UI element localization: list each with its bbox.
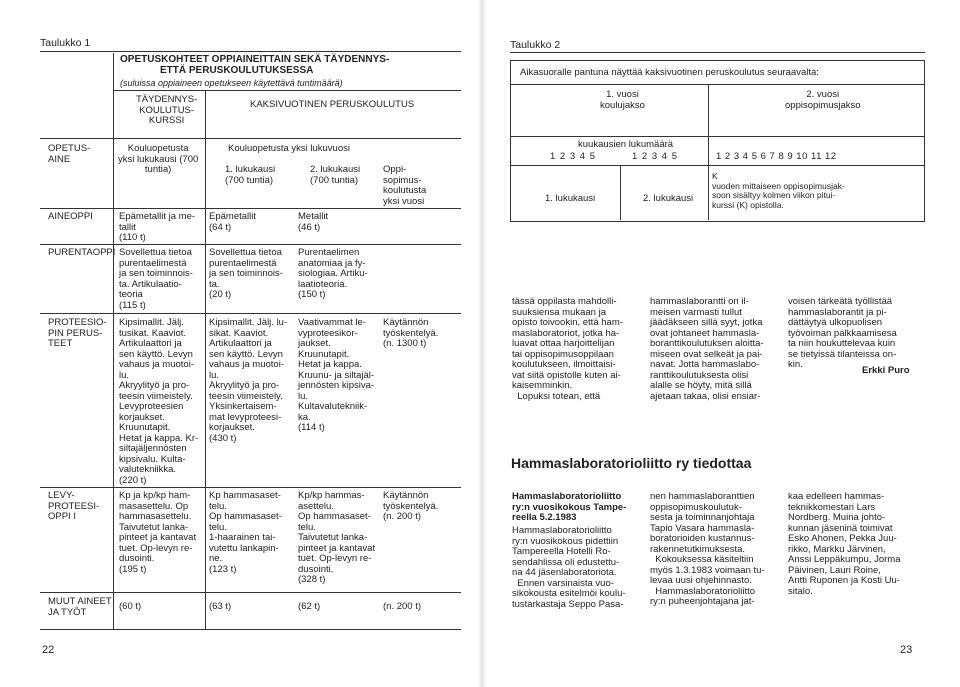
body-column-2: hammaslaborantti on il- meisen varmasti tullut jäädäkseen sillä syyt, jotka ovat johtaneet hammasla- boranttikoulutuksen aloitta- miseen ovat selkeät ja pai- navat. Jotta hammaslabo- ranttikoulutuksesta olisi alalle se höyty, mitä sillä ajetaan takaa, olisi ensiar- [650, 296, 764, 402]
table-label-2: Taulukko 2 [510, 39, 561, 51]
cell-aineoppi-2: Epämetallit (64 t) [209, 211, 256, 233]
cell-levyproteesioppi-4: Käytännön työskentelyä. (n. 200 t) [383, 490, 439, 522]
table-subtitle: (suluissa oppiaineen opetukseen käytettävä tuntimäärä) [120, 78, 343, 88]
semester-2: 2. lukukausi [643, 193, 694, 204]
news-column-2: nen hammaslaboranttien oppisopimuskoulutuk- sesta ja toiminnanjohtaja Tapio Vasara hammasla- boratorioiden kustannus- rakennetutkimuksesta. Kokouksessa käsiteltiin myös 1.3.1983 voimaan tu- levaa uusi ohjehinnasto. Hammaslaboratorioliitto ry:n puheenjohtajana jat- [650, 491, 765, 607]
cell-oppisopimus: Oppi- sopimus- koulutusta yksi vuosi [383, 164, 427, 207]
row-label-muut: MUUT AINEET JA TYÖT [48, 596, 112, 618]
year-1-label: 1. vuosi koulujakso [600, 89, 645, 111]
row-label-levyproteesioppi: LEVY- PROTEESI- OPPI I [48, 490, 100, 522]
months-label: kuukausien lukumäärä [578, 139, 674, 150]
cell-muut-3: (62 t) [298, 601, 321, 612]
table-label: Taulukko 1 [40, 37, 91, 49]
page-number-right: 23 [900, 644, 913, 656]
row-label-proteesiopin: PROTEESIO- PIN PERUS- TEET [48, 317, 107, 349]
cell-purentaoppi-2: Sovellettua tietoa purentaelimestä ja sen toiminnois- ta. (20 t) [209, 247, 283, 300]
cell-kouluopetusta: Kouluopetusta yksi lukukausi (700 tuntia) [118, 143, 199, 175]
cell-proteesiopin-4: Käytännön työskentelyä. (n. 1300 t) [383, 317, 439, 349]
news-column-3: kaa edelleen hammas- teknikkomestari Lars Nordberg. Muina johto- kunnan jäseninä toimivat Esko Ahonen, Pekka Juu- rikko, Markku Järvinen, Anssi Leppäkumpu, Jorma Päivinen, Lauri Roine, Antti Ruponen ja Kosti Uu- sitalo. [788, 491, 901, 597]
table-2-caption: Aikasuoralle pantuna näyttää kaksivuotinen peruskoulutus seuraavalta: [520, 67, 819, 78]
cell-muut-2: (63 t) [209, 601, 232, 612]
header-taydennys: TÄYDENNYS- KOULUTUS- KURSSI [136, 94, 198, 126]
cell-proteesiopin-3: Vaativammat le- vyproteesikor- jaukset. Kruunutapit. Hetat ja kappa. Kruunu- ja siltajäl- jennösten kipsiva- lu. Kultavalutekniik- ka. (114 t) [298, 317, 375, 433]
signature: Erkki Puro [862, 365, 910, 376]
cell-levyproteesioppi-3: Kp/kp hammas- asettelu. Op hammasaset- telu. Taivutetut lanka- pinteet ja kantavat tuet. Op-levyn re- dusointi. (328 t) [298, 490, 376, 585]
news-column-1: Hammaslaboratorioliitto ry:n vuosikokous pidettiin Tampereella Hotelli Ro- sendahlissa oli edustettu- na 44 jäsenlaboratoriota. Ennen varsinaista vuo- sikokousta esitelmöi koulu- tustarkastaja Seppo Pasa- [512, 525, 626, 610]
section-heading: Hammaslaboratorioliitto ry tiedottaa [511, 455, 752, 471]
body-column-1: tässä oppilasta mahdolli- suuksiensa mukaan ja opisto toivookin, että ham- maslaboratoriot, jotka ha- luavat ottaa harjoittelijan tai oppisopimusoppilaan koulutukseen, ilmoittaisi- vat siitä opistolle kuten ai- kaisemminkin. Lopuksi totean, että [512, 296, 623, 402]
cell-lukukausi-1: 1. lukukausi (700 tuntia) [225, 164, 276, 186]
news-title: Hammaslaboratorioliitto ry:n vuosikokous Tampe- reella 5.2.1983 [512, 491, 627, 523]
cell-muut-4: (n. 200 t) [383, 601, 422, 612]
cell-muut-1: (60 t) [119, 601, 142, 612]
body-column-3: voisen tärkeätä työllistää hammaslaborantit ja pi- dättäytyä ulkopuolisen työvoiman palkkaamisesa ta niin houkuttelevaa kuin se tietyissä tilanteissa on- kin. [788, 296, 897, 370]
cell-proteesiopin-1: Kipsimallit. Jälj. tusikat. Kaaviot. Artikulaattori ja sen käyttö. Levyn vahaus ja muotoi- lu. Akryylityö ja pro- teesin viimeistely. Levyproteesien korjaukset. Kruunutapit. Hetat ja kappa. Kr- siltajäljennösten kipsivalu. Kulta- valutekniikka. (220 t) [119, 317, 199, 486]
months-sem2: 1 2 3 4 5 [632, 151, 678, 162]
k-note: K vuoden mittaiseen oppisopimusjak- soon sisältyy kolmen viikon pitui- kurssi (K) opistolla. [712, 171, 845, 210]
table-title: OPETUSKOHTEET OPPIAINEITTAIN SEKÄ TÄYDENNYS- [120, 54, 390, 65]
page-fold [478, 0, 486, 687]
months-year2: 1 2 3 4 5 6 7 8 9 10 11 12 [716, 151, 837, 162]
cell-aineoppi-1: Epämetallit ja me- tallit (110 t) [119, 211, 196, 243]
page-number-left: 22 [42, 644, 55, 656]
semester-1: 1. lukukausi [545, 193, 596, 204]
row-label-opetusaine: OPETUS- AINE [48, 143, 91, 165]
header-kaksivuotinen: KAKSIVUOTINEN PERUSKOULUTUS [250, 99, 415, 110]
row-label-aineoppi: AINEOPPI [48, 211, 93, 222]
cell-proteesiopin-2: Kipsimallit. Jälj. lu- sikat. Kaaviot. Artikulaattori ja sen käyttö. Levyn vahaus ja muotoi- lu. Akryylityö ja pro- teesin viimeistely. Yksinkertaisem- mat levyproteesi- korjaukset. (430 t) [209, 317, 288, 444]
months-sem1: 1 2 3 4 5 [550, 151, 596, 162]
table-title-2: ETTÄ PERUSKOULUTUKSESSA [160, 65, 314, 76]
year-2-label: 2. vuosi oppisopimusjakso [785, 89, 861, 111]
row-label-purentaoppi: PURENTAOPPI [48, 247, 116, 258]
cell-aineoppi-3: Metallit (46 t) [298, 211, 329, 233]
cell-purentaoppi-1: Sovellettua tietoa purentaelimestä ja sen toiminnois- ta. Artikulaatio- teoria (115 t) [119, 247, 193, 311]
cell-levyproteesioppi-2: Kp hammasaset- telu. Op hammasaset- telu. 1-haarainen tai- vutettu lankapin- ne. (123 t) [209, 490, 282, 575]
cell-purentaoppi-3: Purentaelimen anatomiaa ja fy- siologiaa. Artiku- laatioteoria. (150 t) [298, 247, 368, 300]
cell-lukukausi-2: 2. lukukausi (700 tuntia) [310, 164, 361, 186]
cell-kouluopetusta-lukuvuosi: Kouluopetusta yksi lukuvuosi [228, 143, 350, 154]
cell-levyproteesioppi-1: Kp ja kp/kp ham- masasettelu. Op hammasasettelu. Taivutetut lanka- pinteet ja kantavat tuet. Op-levyn re- dusointi. (195 t) [119, 490, 197, 575]
